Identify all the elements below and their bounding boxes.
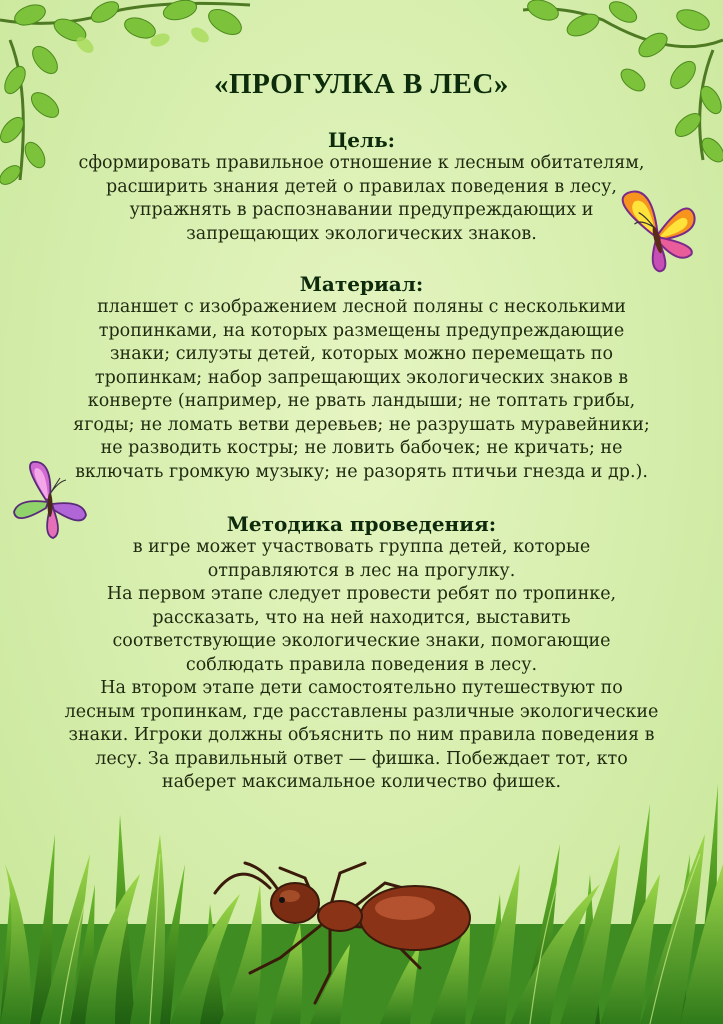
material-section bbox=[40, 272, 683, 484]
method-line: На втором этапе дети самостоятельно путешествуют по bbox=[100, 678, 623, 698]
butterfly-purple-illustration bbox=[8, 460, 90, 542]
material-line: планшет с изображением лесной поляны с несколькими bbox=[97, 297, 626, 317]
method-line: соблюдать правила поведения в лесу. bbox=[185, 654, 538, 675]
method-text bbox=[40, 536, 683, 795]
method-heading: Методика проведения: bbox=[226, 512, 497, 536]
method-line: На первом этапе следует провести ребят по тропинке, bbox=[106, 584, 617, 604]
goal-line: упражнять в распознавании предупреждающих и bbox=[129, 200, 594, 220]
material-line: включать громкую музыку; не разорять птичьи гнезда и др.). bbox=[75, 461, 648, 482]
material-heading: Материал: bbox=[299, 272, 424, 296]
butterfly-orange-illustration bbox=[610, 185, 702, 285]
method-line: лесу. За правильный ответ — фишка. Побеждает тот, кто bbox=[95, 748, 628, 769]
page-title: «ПРОГУЛКА В ЛЕС» bbox=[214, 68, 509, 100]
goal-line: расширить знания детей о правилах поведения в лесу, bbox=[106, 176, 617, 197]
goal-line: запрещающих экологических знаков. bbox=[186, 223, 537, 244]
material-line: тропинками, на которых размещены предупреждающие bbox=[98, 320, 625, 341]
ant-illustration bbox=[210, 858, 500, 1008]
goal-line: сформировать правильное отношение к лесным обитателям, bbox=[78, 153, 645, 173]
material-text bbox=[40, 296, 683, 484]
method-line: отправляются в лес на прогулку. bbox=[207, 560, 516, 581]
method-line: соответствующие экологические знаки, помогающие bbox=[112, 631, 611, 651]
method-line: знаки. Игроки должны объяснить по ним правила поведения в bbox=[68, 725, 655, 745]
method-line: лесным тропинкам, где расставлены различные экологические bbox=[64, 701, 659, 722]
material-line: знаки; силуэты детей, которых можно перемещать по bbox=[110, 344, 613, 364]
material-line: ягоды; не ломать ветви деревьев; не разрушать муравейники; bbox=[73, 414, 650, 435]
goal-section bbox=[40, 128, 683, 246]
method-line: в игре может участвовать группа детей, которые bbox=[132, 537, 591, 557]
method-line: рассказать, что на ней находится, выставить bbox=[152, 607, 571, 628]
goal-text bbox=[40, 152, 683, 246]
method-section bbox=[40, 512, 683, 795]
material-line: не разводить костры; не ловить бабочек; не кричать; не bbox=[100, 438, 623, 458]
material-line: тропинкам; набор запрещающих экологических знаков в bbox=[94, 367, 629, 388]
material-line: конверте (например, не рвать ландыши; не топтать грибы, bbox=[87, 391, 636, 411]
method-line: наберет максимальное количество фишек. bbox=[161, 772, 562, 792]
goal-heading: Цель: bbox=[327, 128, 396, 152]
